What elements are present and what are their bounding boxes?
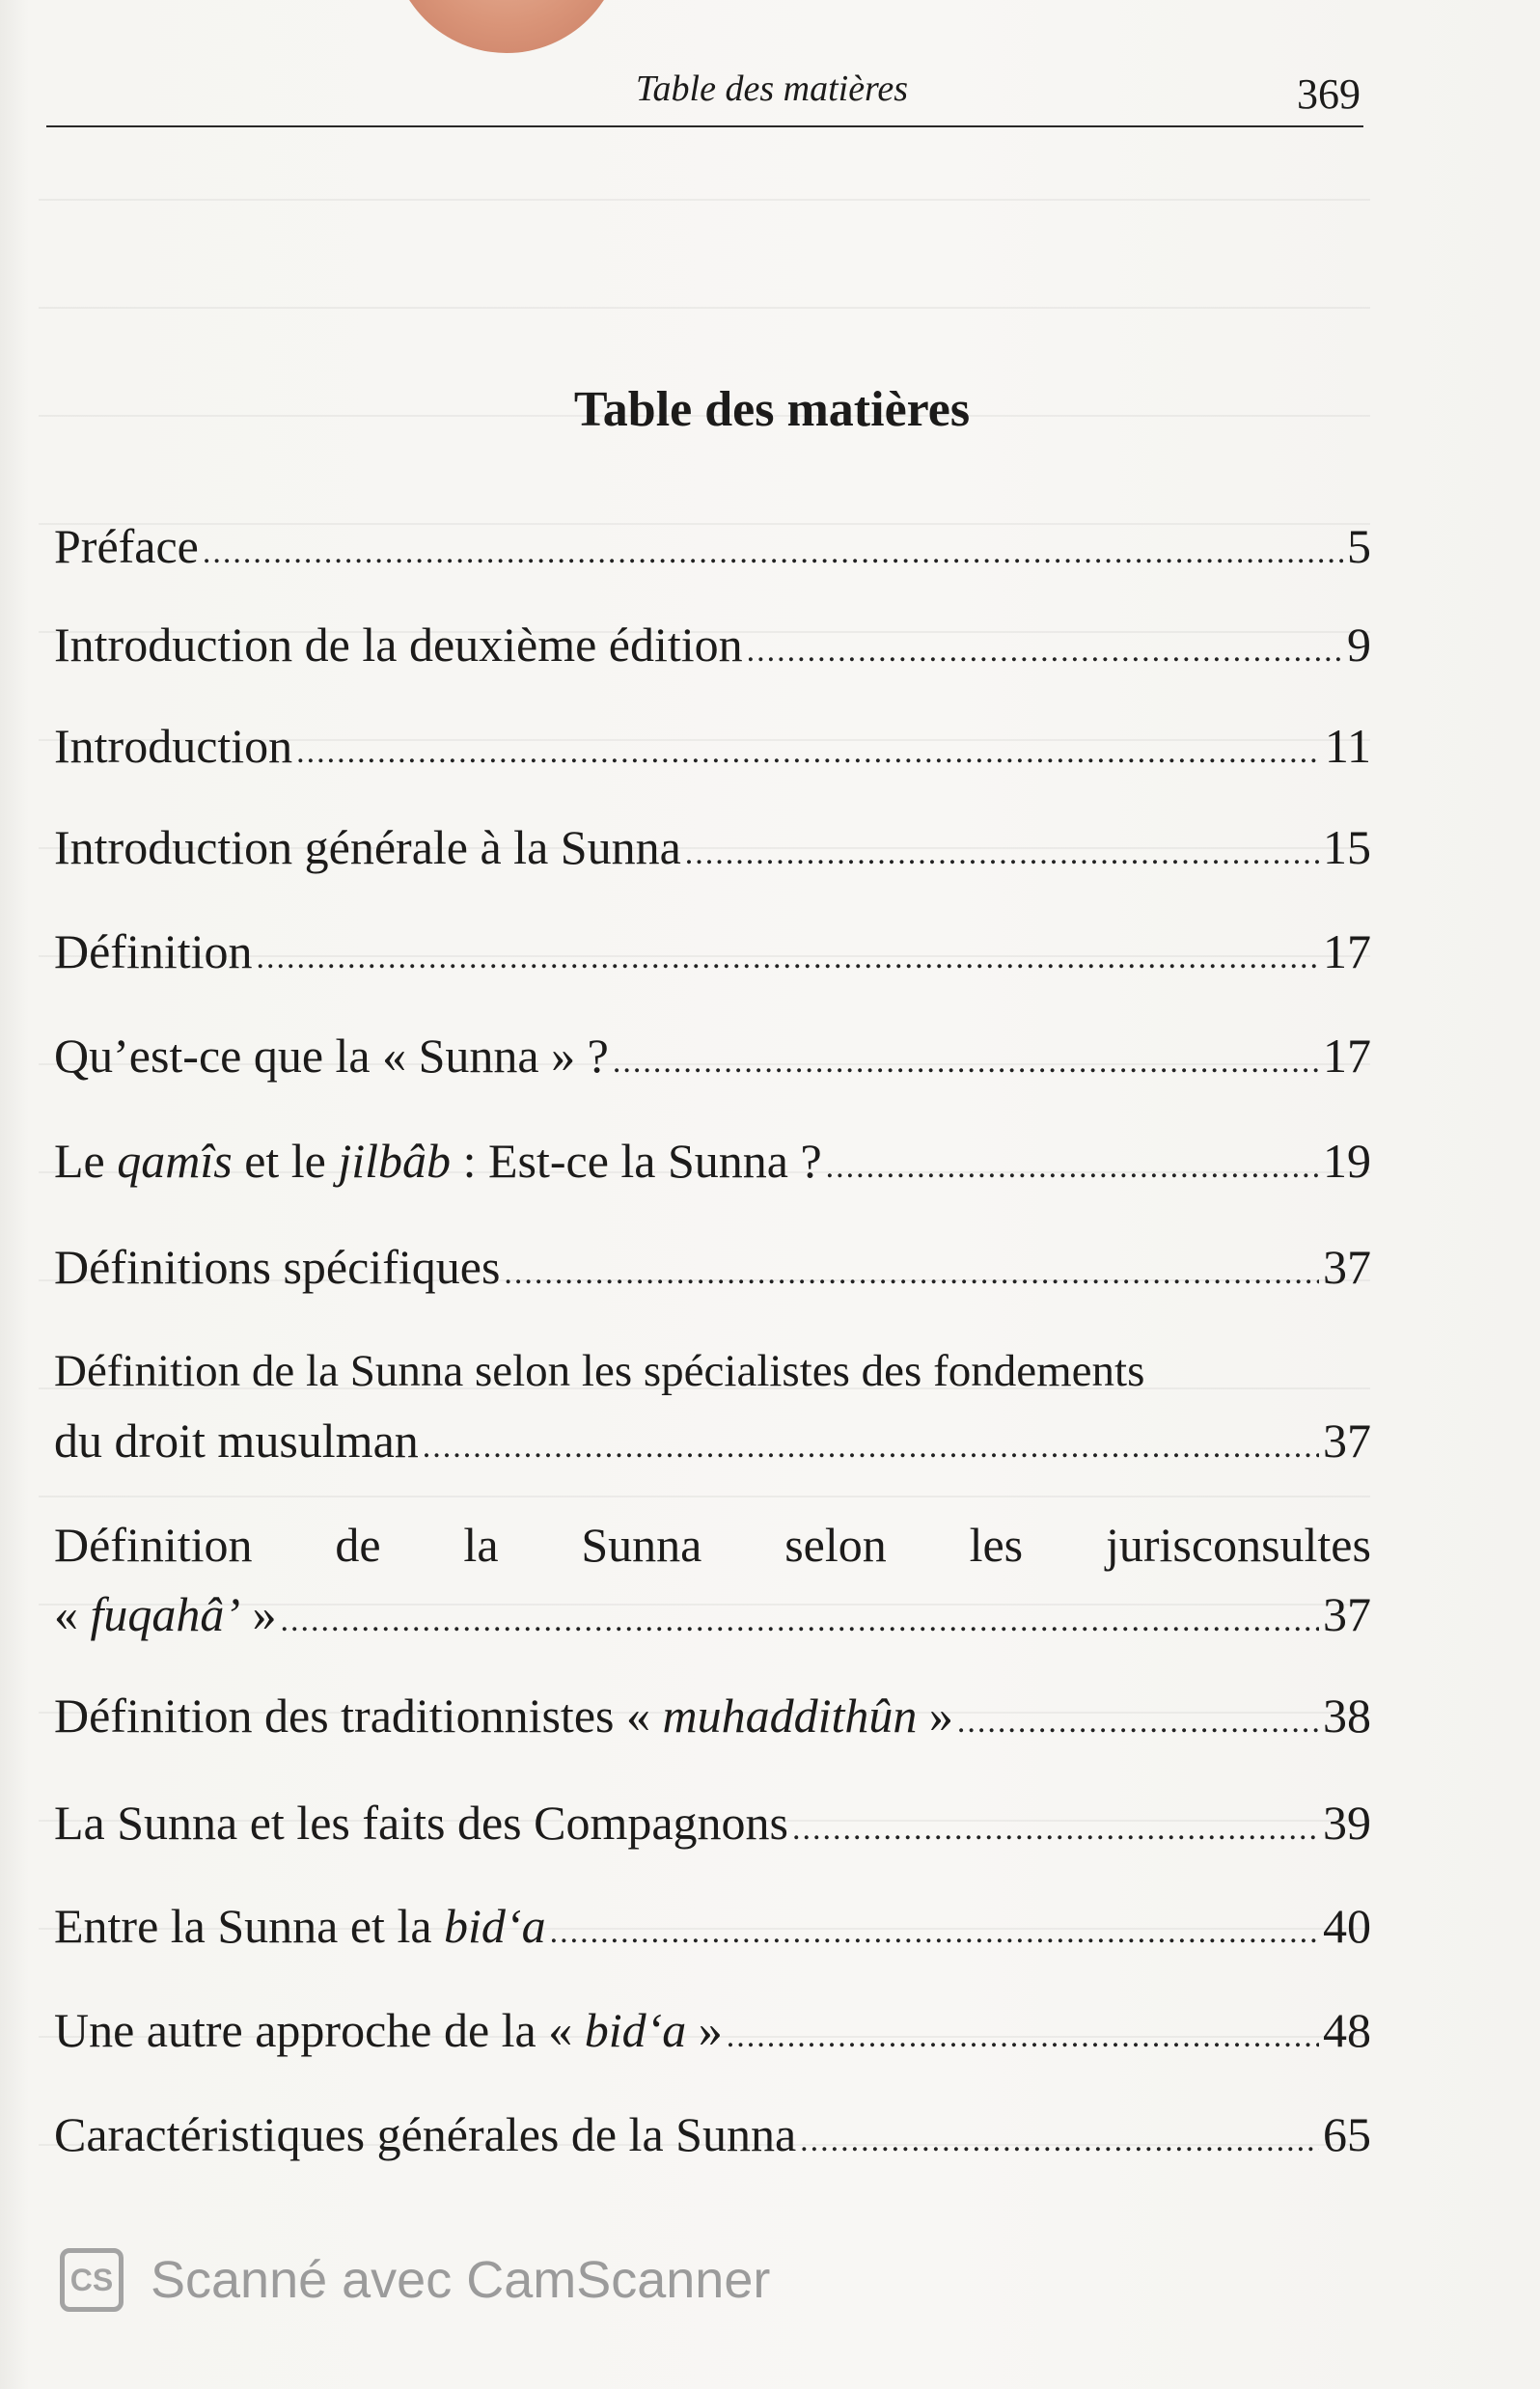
toc-entry-title: Introduction: [54, 719, 293, 773]
title-part: «: [54, 1587, 91, 1641]
camscanner-logo-icon: CS: [60, 2248, 124, 2312]
page-number: 369: [1297, 70, 1361, 118]
dot-leader: [504, 1239, 1319, 1308]
title-word: jurisconsultes: [1105, 1518, 1371, 1572]
toc-entry-page: 38: [1323, 1689, 1371, 1743]
title-part-italic: muhaddithûn: [662, 1689, 918, 1743]
toc-entry-title: [54, 1891, 546, 1961]
toc-entry-page: 15: [1323, 820, 1371, 874]
toc-entry-title: [54, 1995, 723, 2065]
toc-entry: [54, 1126, 1371, 1202]
dot-leader: [423, 1413, 1319, 1482]
title-word: la: [463, 1518, 499, 1572]
dot-leader: [727, 2002, 1319, 2072]
title-part-italic: qamîs: [117, 1134, 233, 1188]
toc-entry-page: 37: [1323, 1414, 1371, 1468]
toc-entry: [54, 511, 1371, 588]
toc-entry-page: 17: [1323, 924, 1371, 978]
toc-entry-page: 9: [1347, 618, 1371, 672]
dot-leader: [792, 1795, 1319, 1864]
title-part: »: [686, 2003, 723, 2057]
finger-photo-artifact: [391, 0, 622, 53]
toc-entry-title: Préface: [54, 519, 199, 573]
toc-entry-title-continued: [54, 1579, 277, 1649]
toc-entry-title: Qu’est-ce que la « Sunna » ?: [54, 1029, 609, 1083]
toc-entry: [54, 610, 1371, 686]
title-word: Définition: [54, 1518, 253, 1572]
title-part: et le: [232, 1134, 339, 1188]
dot-leader: [747, 617, 1343, 686]
title-part-italic: bid‘a: [584, 2003, 687, 2057]
toc-entry-title: Définition de la Sunna selon les spécialistes des fondements: [54, 1346, 1145, 1396]
title-part: Définition des traditionnistes «: [54, 1689, 663, 1743]
toc-entry-title: [54, 1126, 822, 1195]
toc-entry-title: La Sunna et les faits des Compagnons: [54, 1796, 788, 1850]
dot-leader: [957, 1688, 1319, 1757]
title-part-italic: bid‘a: [444, 1899, 546, 1953]
camscanner-watermark: [60, 2248, 770, 2312]
toc-entry-page: 39: [1323, 1796, 1371, 1850]
title-word: les: [969, 1518, 1024, 1572]
title-part: Une autre approche de la «: [54, 2003, 585, 2057]
title-part: »: [917, 1689, 953, 1743]
watermark-text: Scanné avec CamScanner: [151, 2251, 771, 2309]
toc-entry-title: Caractéristiques générales de la Sunna: [54, 2107, 797, 2161]
toc-entry-page: 17: [1323, 1029, 1371, 1083]
title-word: Sunna: [581, 1518, 702, 1572]
dot-leader: [613, 1028, 1319, 1097]
title-part: »: [240, 1587, 277, 1641]
dot-leader: [685, 819, 1319, 889]
toc-entry-page: 40: [1323, 1899, 1371, 1953]
title-word: selon: [784, 1518, 887, 1572]
toc-entry-title: [54, 1681, 953, 1750]
toc-entry: [54, 711, 1371, 787]
toc-entry: [54, 1681, 1371, 1757]
toc-entry: [54, 1510, 1371, 1656]
toc-title: Table des matières: [573, 382, 971, 437]
toc-entry-page: 5: [1347, 519, 1371, 573]
running-title: Table des matières: [635, 69, 909, 109]
dot-leader: [550, 1898, 1319, 1967]
toc-entry-title: Introduction générale à la Sunna: [54, 820, 681, 874]
toc-entry-page: 48: [1323, 2003, 1371, 2057]
dot-leader: [826, 1133, 1319, 1202]
toc-entry-title: Définitions spécifiques: [54, 1240, 501, 1294]
title-part-italic: fuqahâ’: [90, 1587, 241, 1641]
toc-entry: [54, 1995, 1371, 2072]
title-word: de: [335, 1518, 381, 1572]
title-part: Entre la Sunna et la: [54, 1899, 445, 1953]
toc-entry: [54, 1891, 1371, 1967]
dot-leader: [257, 923, 1319, 993]
toc-entry-title: Définition: [54, 924, 253, 978]
toc-entry-page: 37: [1323, 1587, 1371, 1641]
toc-entry-title: [54, 1510, 1371, 1579]
toc-entry: [54, 2100, 1371, 2176]
title-part: Le: [54, 1134, 118, 1188]
toc-entry: [54, 1336, 1371, 1482]
toc-entry-page: 19: [1323, 1134, 1371, 1188]
toc-entry-page: 37: [1323, 1240, 1371, 1294]
toc-entry: [54, 917, 1371, 993]
header-rule: [46, 125, 1363, 127]
toc-entry: [54, 1788, 1371, 1864]
dot-leader: [203, 518, 1343, 588]
toc-entry: [54, 812, 1371, 889]
dot-leader: [296, 718, 1321, 787]
toc-entry: [54, 1021, 1371, 1097]
toc-entry-page: 11: [1324, 719, 1371, 773]
toc-entry: [54, 1232, 1371, 1308]
toc-entry-title-continued: du droit musulman: [54, 1414, 419, 1468]
toc-entry-title: Introduction de la deuxième édition: [54, 618, 743, 672]
dot-leader: [800, 2106, 1319, 2176]
toc-entry-page: 65: [1323, 2107, 1371, 2161]
title-part: : Est-ce la Sunna ?: [451, 1134, 822, 1188]
dot-leader: [281, 1586, 1319, 1656]
title-part-italic: jilbâb: [338, 1134, 452, 1188]
